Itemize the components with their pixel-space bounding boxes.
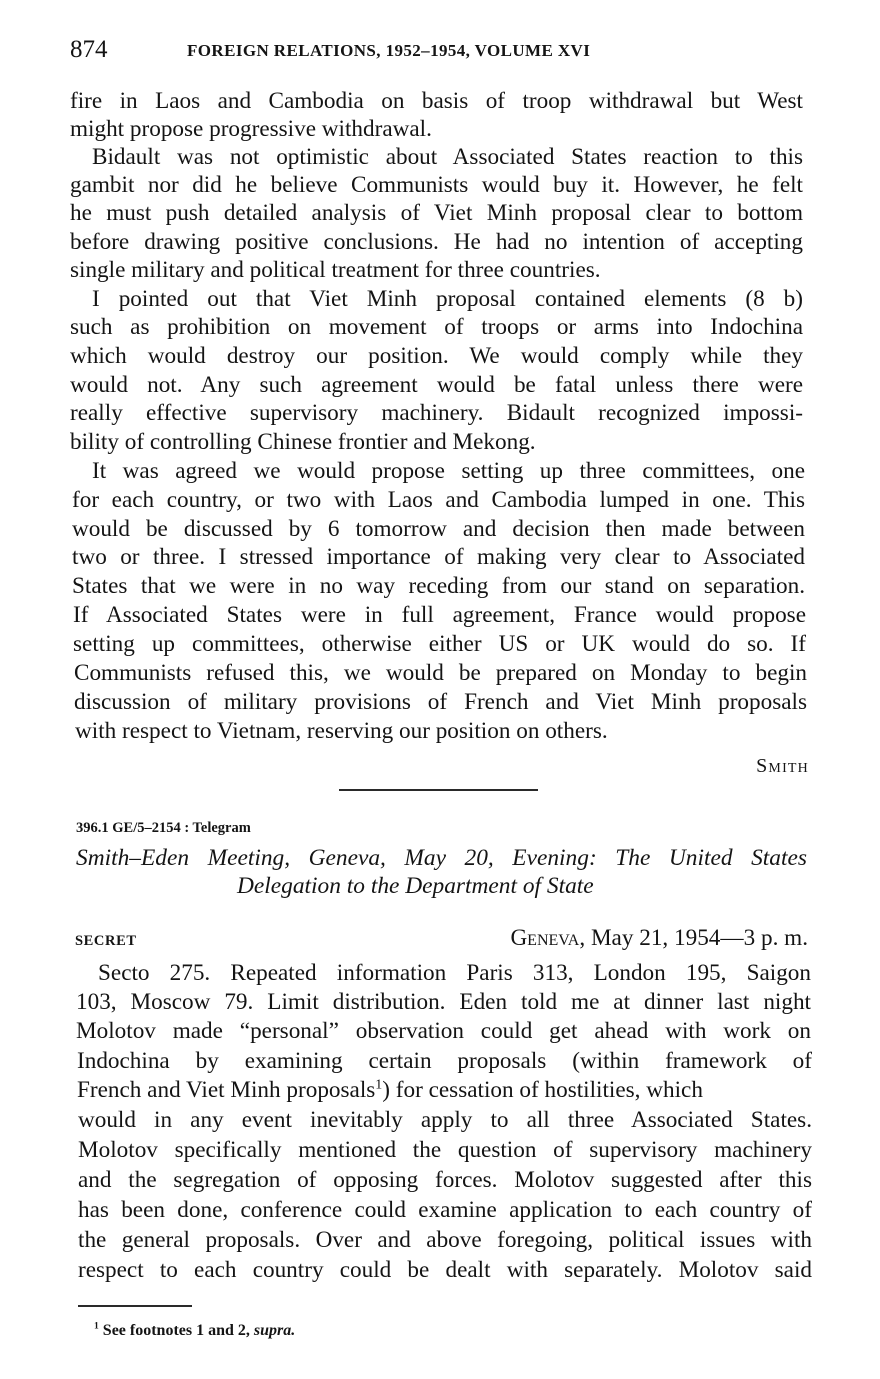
body-line: single military and political treatment for three countries. bbox=[70, 257, 601, 283]
classification-label: SECRET bbox=[75, 933, 137, 949]
file-reference: 396.1 GE/5–2154 : Telegram bbox=[76, 820, 251, 836]
body-line: Molotov specifically mentioned the question of supervisory machinery bbox=[78, 1137, 812, 1163]
body-line: gambit nor did he believe Communists would buy it. However, he felt bbox=[70, 172, 803, 198]
body-line: Molotov made “personal” observation could get ahead with work on bbox=[76, 1018, 811, 1044]
body-line: with respect to Vietnam, reserving our position on others. bbox=[75, 718, 608, 744]
body-line: might propose progressive withdrawal. bbox=[70, 116, 432, 142]
body-line: Bidault was not optimistic about Associated States reaction to this bbox=[92, 144, 803, 170]
body-line: would be discussed by 6 tomorrow and decision then made between bbox=[72, 516, 805, 542]
body-line: I pointed out that Viet Minh proposal contained elements (8 b) bbox=[92, 286, 803, 312]
footnote-marker: 1 bbox=[375, 1077, 383, 1093]
body-line: would in any event inevitably apply to all three Associated States. bbox=[78, 1107, 812, 1133]
body-line bbox=[77, 1076, 812, 1104]
page-number: 874 bbox=[70, 36, 108, 63]
body-line-segment: French and Viet Minh proposals$^1$) for cessation of hostilities, which bbox=[77, 1077, 703, 1103]
body-line: Communists refused this, we would be prepared on Monday to begin bbox=[74, 660, 807, 686]
body-line: which would destroy our position. We would comply while they bbox=[70, 343, 803, 369]
footnote-number: 1 bbox=[94, 1320, 99, 1332]
place: Geneva bbox=[510, 925, 580, 951]
body-line: discussion of military provisions of French and Viet Minh proposals bbox=[74, 689, 807, 715]
body-line: has been done, conference could examine application to each country of bbox=[78, 1197, 812, 1223]
body-line: such as prohibition on movement of troops or arms into Indochina bbox=[70, 314, 803, 340]
body-line: setting up committees, otherwise either US or UK would do so. If bbox=[73, 631, 806, 657]
series-title: FOREIGN RELATIONS, 1952–1954, VOLUME XVI bbox=[187, 41, 591, 60]
body-line: he must push detailed analysis of Viet Minh proposal clear to bottom bbox=[70, 200, 803, 226]
document-title: Delegation to the Department of State bbox=[237, 873, 594, 899]
section-divider bbox=[339, 789, 538, 791]
place-date bbox=[470, 924, 808, 952]
body-line: Secto 275. Repeated information Paris 313, London 195, Saigon bbox=[98, 960, 811, 986]
body-line: fire in Laos and Cambodia on basis of troop withdrawal but West bbox=[70, 88, 803, 114]
body-line: before drawing positive conclusions. He had no intention of accepting bbox=[70, 229, 803, 255]
document-title: Smith–Eden Meeting, Geneva, May 20, Evening: The United States bbox=[76, 845, 807, 871]
body-line: It was agreed we would propose setting up three committees, one bbox=[92, 458, 805, 484]
running-head bbox=[70, 34, 810, 68]
body-line: States that we were in no way receding from our stand on separation. bbox=[72, 573, 805, 599]
body-line: and the segregation of opposing forces. Molotov suggested after this bbox=[78, 1167, 812, 1193]
body-line: respect to each country could be dealt with separately. Molotov said bbox=[78, 1257, 812, 1283]
body-line: really effective supervisory machinery. Bidault recognized impossi- bbox=[70, 400, 803, 426]
footnote: $^1$ See footnotes 1 and 2, supra. bbox=[94, 1320, 296, 1339]
footnote-rule bbox=[78, 1305, 192, 1307]
signature: Smith bbox=[756, 755, 809, 777]
date-time: , May 21, 1954—3 p. m. bbox=[579, 925, 808, 951]
body-line: Indochina by examining certain proposals (within framework of bbox=[77, 1048, 812, 1074]
body-line: two or three. I stressed importance of making very clear to Associated bbox=[72, 544, 805, 570]
body-line: If Associated States were in full agreement, France would propose bbox=[73, 602, 806, 628]
body-line: bility of controlling Chinese frontier and Mekong. bbox=[70, 429, 536, 455]
body-line: the general proposals. Over and above foregoing, political issues with bbox=[78, 1227, 812, 1253]
body-line: would not. Any such agreement would be fatal unless there were bbox=[70, 372, 803, 398]
body-line: 103, Moscow 79. Limit distribution. Eden told me at dinner last night bbox=[76, 989, 811, 1015]
body-line: for each country, or two with Laos and Cambodia lumped in one. This bbox=[72, 487, 805, 513]
